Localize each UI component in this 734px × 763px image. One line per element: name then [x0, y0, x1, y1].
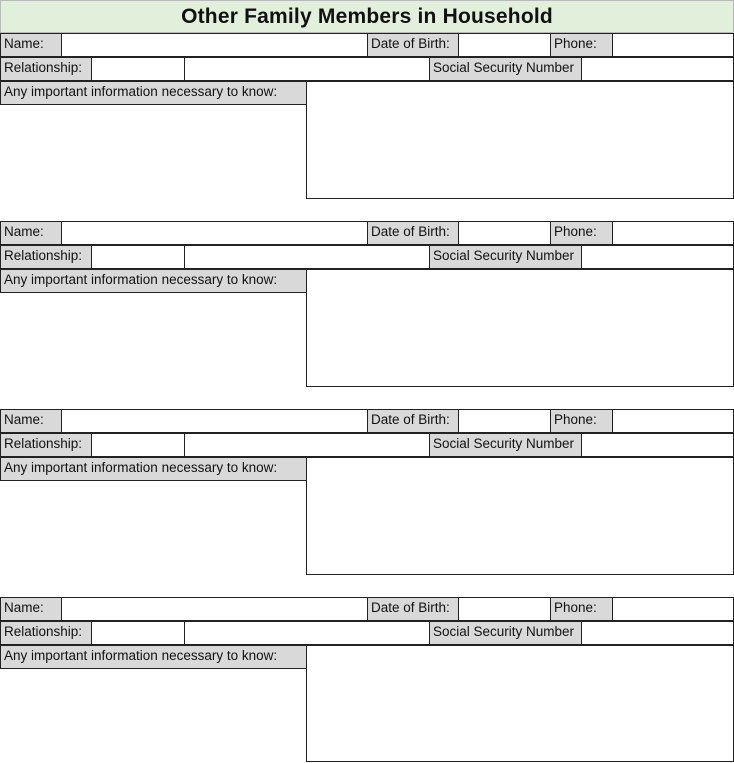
- relationship-field[interactable]: [91, 245, 185, 269]
- name-label: Name:: [0, 221, 62, 245]
- info-textarea[interactable]: [306, 457, 734, 575]
- relationship-field[interactable]: [91, 57, 185, 81]
- ssn-label: Social Security Number: [429, 57, 582, 81]
- name-label: Name:: [0, 409, 62, 433]
- phone-field[interactable]: [612, 409, 734, 433]
- name-field[interactable]: [61, 597, 368, 621]
- dob-field[interactable]: [458, 597, 551, 621]
- name-label: Name:: [0, 597, 62, 621]
- info-label: Any important information necessary to know:: [0, 81, 307, 105]
- name-field[interactable]: [61, 33, 368, 57]
- phone-label: Phone:: [550, 221, 613, 245]
- ssn-field[interactable]: [581, 433, 734, 457]
- info-textarea[interactable]: [306, 269, 734, 387]
- info-textarea[interactable]: [306, 81, 734, 199]
- dob-label: Date of Birth:: [367, 221, 459, 245]
- relationship-label: Relationship:: [0, 245, 92, 269]
- name-field[interactable]: [61, 221, 368, 245]
- relationship-extra-field[interactable]: [184, 621, 430, 645]
- relationship-label: Relationship:: [0, 621, 92, 645]
- dob-label: Date of Birth:: [367, 597, 459, 621]
- phone-field[interactable]: [612, 33, 734, 57]
- phone-field[interactable]: [612, 597, 734, 621]
- relationship-label: Relationship:: [0, 57, 92, 81]
- ssn-field[interactable]: [581, 57, 734, 81]
- dob-field[interactable]: [458, 409, 551, 433]
- member-block: [0, 221, 734, 387]
- ssn-field[interactable]: [581, 621, 734, 645]
- relationship-extra-field[interactable]: [184, 245, 430, 269]
- dob-label: Date of Birth:: [367, 33, 459, 57]
- phone-label: Phone:: [550, 33, 613, 57]
- name-label: Name:: [0, 33, 62, 57]
- ssn-label: Social Security Number: [429, 621, 582, 645]
- form-title: Other Family Members in Household: [0, 0, 734, 33]
- relationship-field[interactable]: [91, 621, 185, 645]
- phone-label: Phone:: [550, 597, 613, 621]
- relationship-extra-field[interactable]: [184, 57, 430, 81]
- info-label: Any important information necessary to know:: [0, 269, 307, 293]
- dob-field[interactable]: [458, 221, 551, 245]
- info-label: Any important information necessary to know:: [0, 457, 307, 481]
- phone-field[interactable]: [612, 221, 734, 245]
- info-textarea[interactable]: [306, 645, 734, 762]
- ssn-label: Social Security Number: [429, 433, 582, 457]
- dob-label: Date of Birth:: [367, 409, 459, 433]
- relationship-label: Relationship:: [0, 433, 92, 457]
- member-block: [0, 33, 734, 199]
- relationship-field[interactable]: [91, 433, 185, 457]
- ssn-field[interactable]: [581, 245, 734, 269]
- member-block: [0, 597, 734, 763]
- relationship-extra-field[interactable]: [184, 433, 430, 457]
- info-label: Any important information necessary to know:: [0, 645, 307, 669]
- phone-label: Phone:: [550, 409, 613, 433]
- dob-field[interactable]: [458, 33, 551, 57]
- ssn-label: Social Security Number: [429, 245, 582, 269]
- member-block: [0, 409, 734, 575]
- name-field[interactable]: [61, 409, 368, 433]
